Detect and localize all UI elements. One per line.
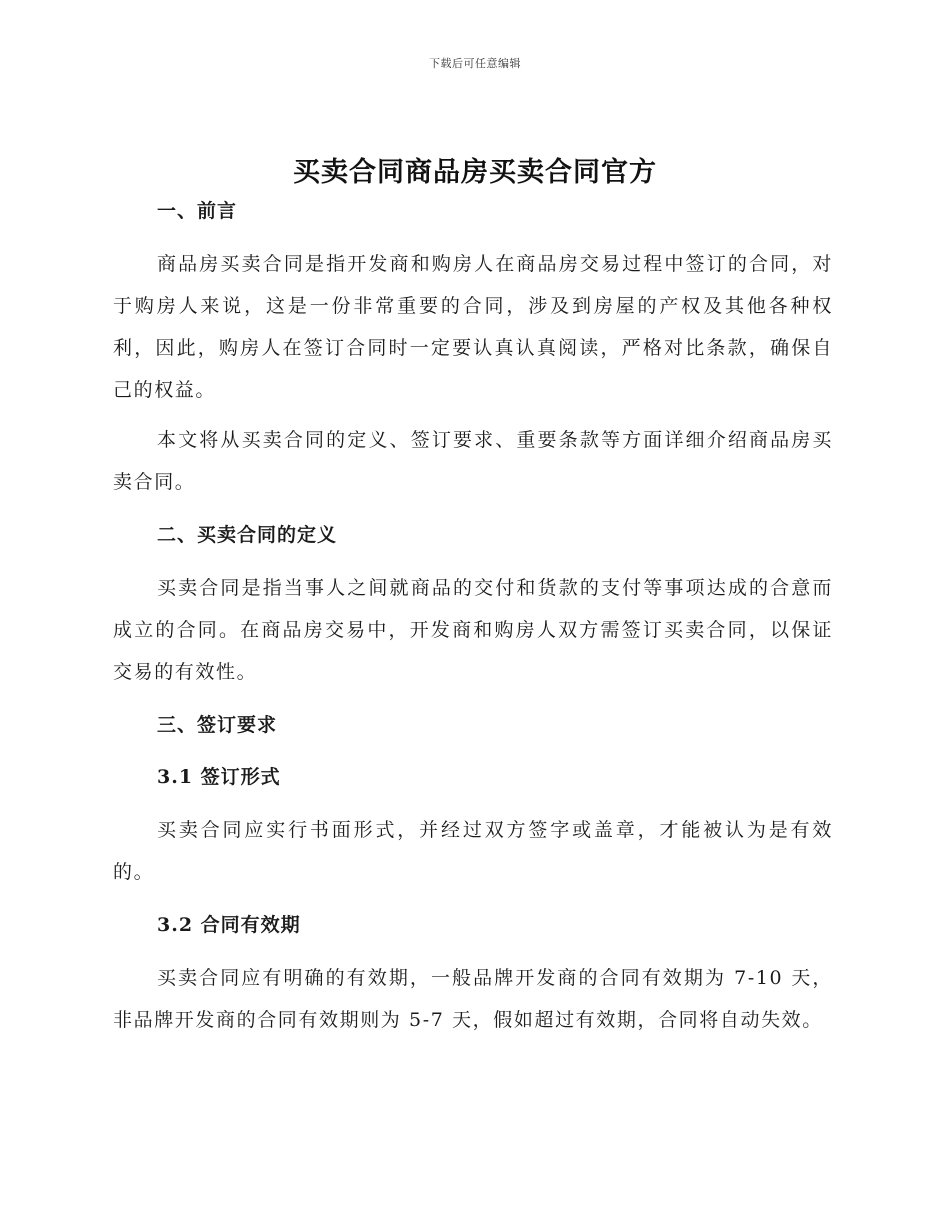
- paragraph-preface-2: 本文将从买卖合同的定义、签订要求、重要条款等方面详细介绍商品房买卖合同。: [113, 429, 833, 493]
- section-heading-definition: 二、买卖合同的定义: [157, 524, 338, 546]
- section-heading-preface: 一、前言: [157, 200, 238, 222]
- subsection-heading-form: 3.1 签订形式: [157, 766, 281, 788]
- header-note: 下载后可任意编辑: [429, 57, 521, 70]
- document-title: 买卖合同商品房买卖合同官方: [293, 157, 657, 188]
- paragraph-form: 买卖合同应实行书面形式，并经过双方签字或盖章，才能被认为是有效的。: [113, 819, 833, 883]
- paragraph-definition: 买卖合同是指当事人之间就商品的交付和货款的支付等事项达成的合意而成立的合同。在商品房交易中，开发商和购房人双方需签订买卖合同，以保证交易的有效性。: [113, 577, 833, 683]
- section-heading-requirements: 三、签订要求: [157, 714, 278, 736]
- document-body: [113, 195, 833, 1041]
- paragraph-validity: 买卖合同应有明确的有效期，一般品牌开发商的合同有效期为 7-10 天，非品牌开发商的合同有效期则为 5-7 天，假如超过有效期，合同将自动失效。: [113, 967, 833, 1031]
- paragraph-preface-1: 商品房买卖合同是指开发商和购房人在商品房交易过程中签订的合同，对于购房人来说，这是一份非常重要的合同，涉及到房屋的产权及其他各种权利，因此，购房人在签订合同时一定要认真认真阅读，严格对比条款，确保自己的权益。: [113, 253, 833, 401]
- subsection-heading-validity: 3.2 合同有效期: [157, 914, 301, 936]
